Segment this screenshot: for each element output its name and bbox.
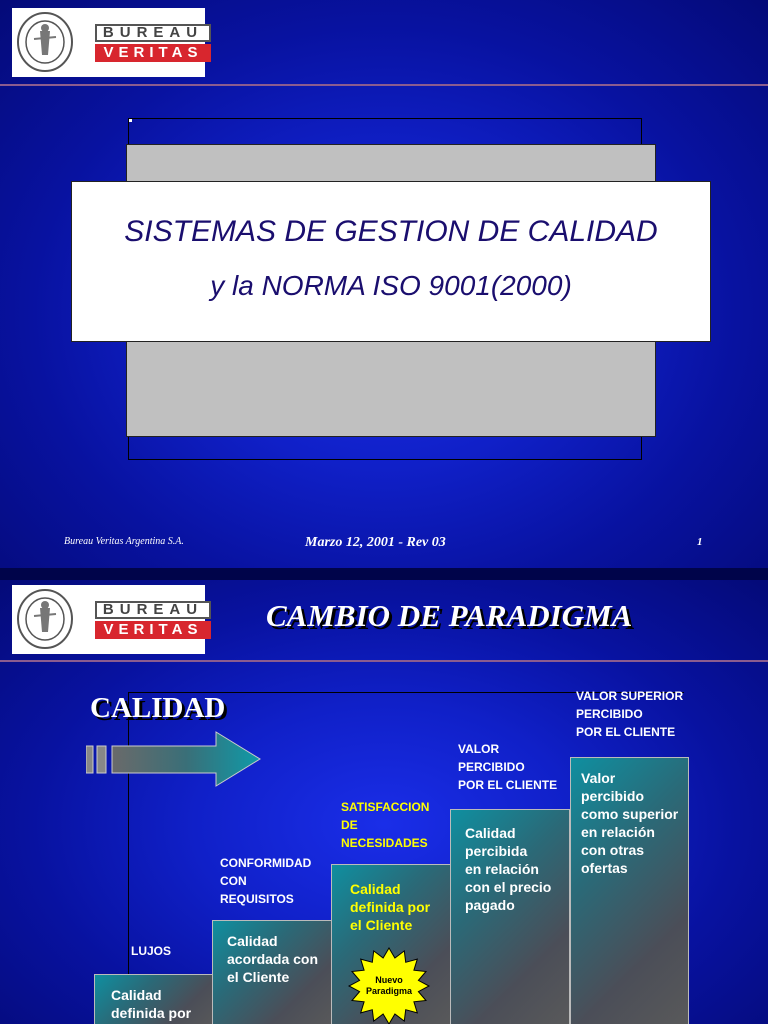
star-label-line1: Nuevo: [375, 975, 403, 985]
slide-subtitle: y la NORMA ISO 9001(2000): [210, 270, 572, 301]
step-description-line: el Cliente: [350, 917, 413, 933]
arrow-right-icon: [86, 730, 266, 790]
step-description-line: en relación: [465, 861, 539, 877]
step-description-line: ofertas: [581, 860, 628, 876]
step-label-line: PERCIBIDO: [458, 760, 525, 774]
step-description-line: definida por: [111, 1005, 192, 1021]
step-label: [576, 687, 683, 741]
header-divider: [0, 84, 768, 86]
slide-title: CAMBIO DE PARADIGMA: [266, 598, 633, 633]
slide-title: SISTEMAS DE GESTION DE CALIDAD: [124, 215, 658, 248]
star-label-line2: Paradigma: [365, 986, 413, 996]
frame-marker: [129, 119, 132, 122]
step-description-line: Calidad: [111, 987, 162, 1003]
step-description-line: Valor: [581, 770, 616, 786]
calidad-heading: CALIDAD: [90, 692, 226, 724]
step-description: [465, 824, 551, 914]
step-label-line: SATISFACCION: [341, 800, 430, 814]
step-description-line: con otras: [581, 842, 645, 858]
step-description-line: Calidad: [227, 933, 278, 949]
step-label-line: NECESIDADES: [341, 836, 428, 850]
header-divider: [0, 660, 768, 662]
step-description: [227, 932, 318, 986]
step-description-line: Calidad: [465, 825, 516, 841]
step-description-line: definida por: [350, 899, 431, 915]
step-description-line: acordada con: [227, 951, 319, 967]
step-description: [111, 986, 191, 1022]
step-description-line: el Cliente: [227, 969, 290, 985]
page-number: 1: [697, 536, 703, 548]
step-label: [131, 942, 171, 960]
step-label-line: VALOR: [458, 742, 500, 756]
step-description-line: en relación: [581, 824, 655, 840]
seal-icon: [16, 11, 74, 73]
step-label-line: PERCIBIDO: [576, 707, 643, 721]
step-description-line: con el precio: [465, 879, 552, 895]
step-label: [341, 798, 429, 852]
logo-bureau-text: BUREAU: [95, 601, 211, 619]
step-label-line: VALOR SUPERIOR: [576, 689, 684, 703]
slide-separator: [0, 568, 768, 580]
step-label-line: REQUISITOS: [220, 892, 294, 906]
step-description-line: como superior: [581, 806, 679, 822]
title-box: [71, 181, 711, 342]
step-label: [458, 740, 557, 794]
logo-veritas-text: VERITAS: [95, 44, 211, 62]
step-description-line: percibida: [465, 843, 528, 859]
step-label: [220, 854, 311, 908]
bureau-veritas-logo: [12, 8, 205, 77]
step-description-line: pagado: [465, 897, 515, 913]
step-label-line: CON: [220, 874, 247, 888]
step-description: [581, 769, 678, 877]
footer-date: Marzo 12, 2001 - Rev 03: [305, 535, 446, 550]
step-label-line: CONFORMIDAD: [220, 856, 312, 870]
footer-company: Bureau Veritas Argentina S.A.: [64, 536, 184, 547]
step-label-line: POR EL CLIENTE: [576, 725, 676, 739]
logo-veritas-text: VERITAS: [95, 621, 211, 639]
step-label-line: POR EL CLIENTE: [458, 778, 558, 792]
new-paradigm-star-icon: [346, 946, 432, 1024]
logo-bureau-text: BUREAU: [95, 24, 211, 42]
slide-2: [0, 580, 768, 1024]
step-label-line: DE: [341, 818, 358, 832]
step-description-line: Calidad: [350, 881, 401, 897]
seal-icon: [16, 588, 74, 650]
step-label-line: LUJOS: [131, 944, 172, 958]
step-description: [350, 880, 430, 934]
step-description-line: percibido: [581, 788, 645, 804]
bureau-veritas-logo: [12, 585, 205, 654]
